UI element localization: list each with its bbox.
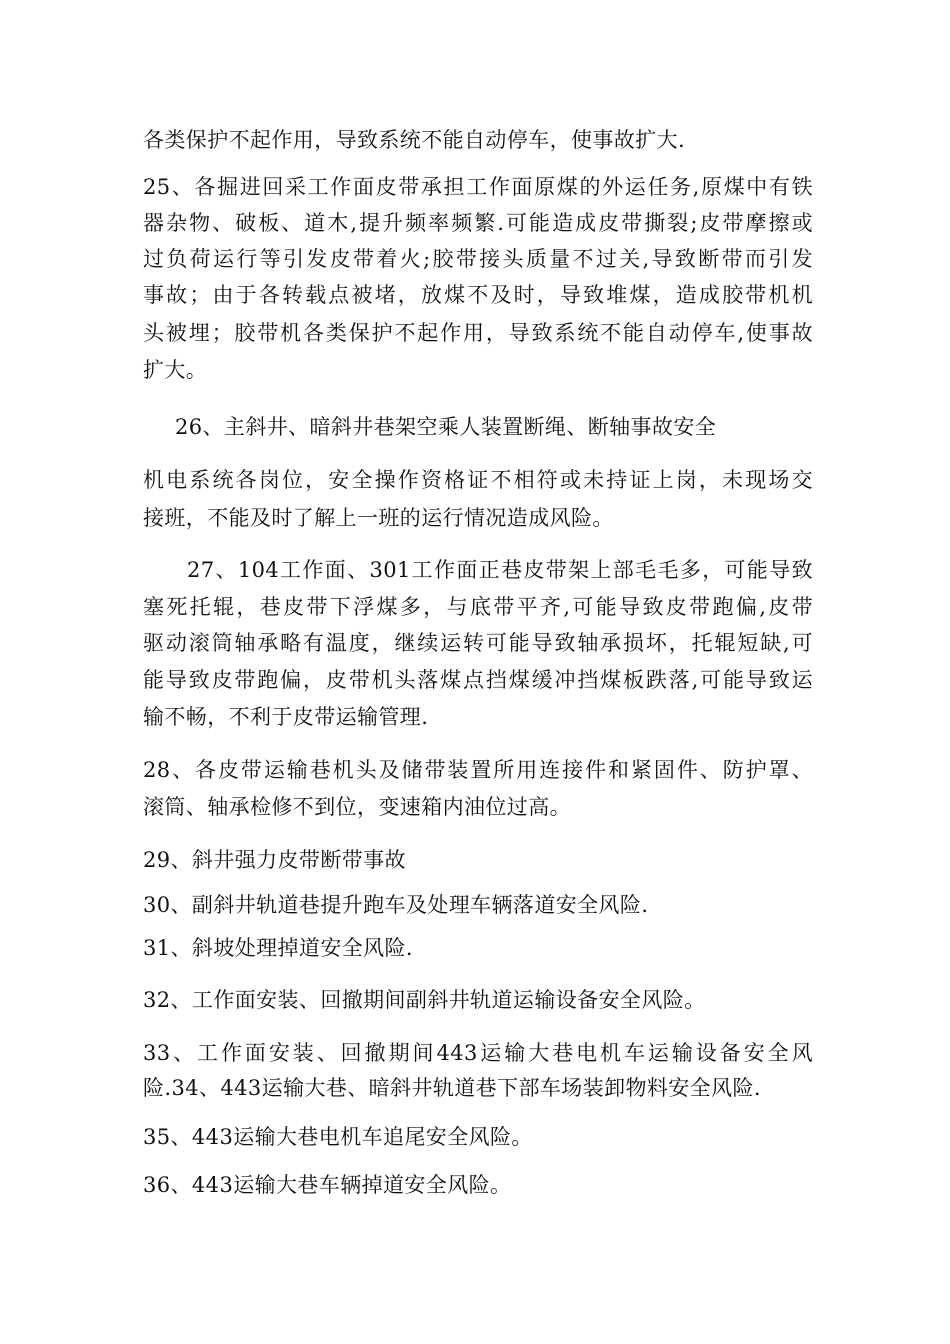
text-line: 机电系统各岗位，安全操作资格证不相符或未持证上岗，未现场交 bbox=[143, 468, 813, 492]
text-line: 各类保护不起作用，导致系统不能自动停车，使事故扩大. bbox=[143, 128, 686, 152]
text-line: 32、工作面安装、回撤期间副斜井轨道运输设备安全风险。 bbox=[143, 988, 706, 1012]
text-line: 头被埋；胶带机各类保护不起作用，导致系统不能自动停车,使事故 bbox=[143, 321, 813, 345]
text-line: 险.34、443运输大巷、暗斜井轨道巷下部车场装卸物料安全风险. bbox=[143, 1076, 761, 1100]
text-line: 过负荷运行等引发皮带着火;胶带接头质量不过关,导致断带而引发 bbox=[143, 247, 813, 271]
text-line: 26、主斜井、暗斜井巷架空乘人装置断绳、断轴事故安全 bbox=[175, 415, 717, 439]
text-line: 事故；由于各转载点被堵，放煤不及时，导致堆煤，造成胶带机机 bbox=[143, 283, 813, 307]
text-line: 33、工作面安装、回撤期间443运输大巷电机车运输设备安全风 bbox=[143, 1041, 813, 1065]
text-line: 31、斜坡处理掉道安全风险. bbox=[143, 936, 413, 960]
text-line: 输不畅，不利于皮带运输管理. bbox=[143, 705, 429, 729]
text-line: 接班，不能及时了解上一班的运行情况造成风险。 bbox=[143, 506, 614, 530]
text-line: 36、443运输大巷车辆掉道安全风险。 bbox=[143, 1173, 512, 1197]
text-line: 塞死托辊，巷皮带下浮煤多，与底带平齐,可能导致皮带跑偏,皮带 bbox=[143, 595, 813, 619]
text-line: 扩大。 bbox=[143, 358, 208, 382]
text-line: 30、副斜井轨道巷提升跑车及处理车辆落道安全风险. bbox=[143, 893, 649, 917]
text-line: 29、斜井强力皮带断带事故 bbox=[143, 848, 406, 872]
text-line: 能导致皮带跑偏，皮带机头落煤点挡煤缓冲挡煤板跌落,可能导致运 bbox=[143, 668, 813, 692]
text-line: 28、各皮带运输巷机头及储带装置所用连接件和紧固件、防护罩、 bbox=[143, 758, 813, 782]
text-line: 25、各掘进回采工作面皮带承担工作面原煤的外运任务,原煤中有铁 bbox=[143, 175, 813, 199]
text-line: 滚筒、轴承检修不到位，变速箱内油位过高。 bbox=[143, 795, 571, 819]
text-line: 35、443运输大巷电机车追尾安全风险。 bbox=[143, 1125, 533, 1149]
text-line: 驱动滚筒轴承略有温度，继续运转可能导致轴承损坏，托辊短缺,可 bbox=[143, 631, 813, 655]
text-line: 器杂物、破板、道木,提升频率频繁.可能造成皮带撕裂;皮带摩擦或 bbox=[143, 211, 813, 235]
text-line: 27、104工作面、301工作面正巷皮带架上部毛毛多，可能导致 bbox=[187, 558, 813, 582]
